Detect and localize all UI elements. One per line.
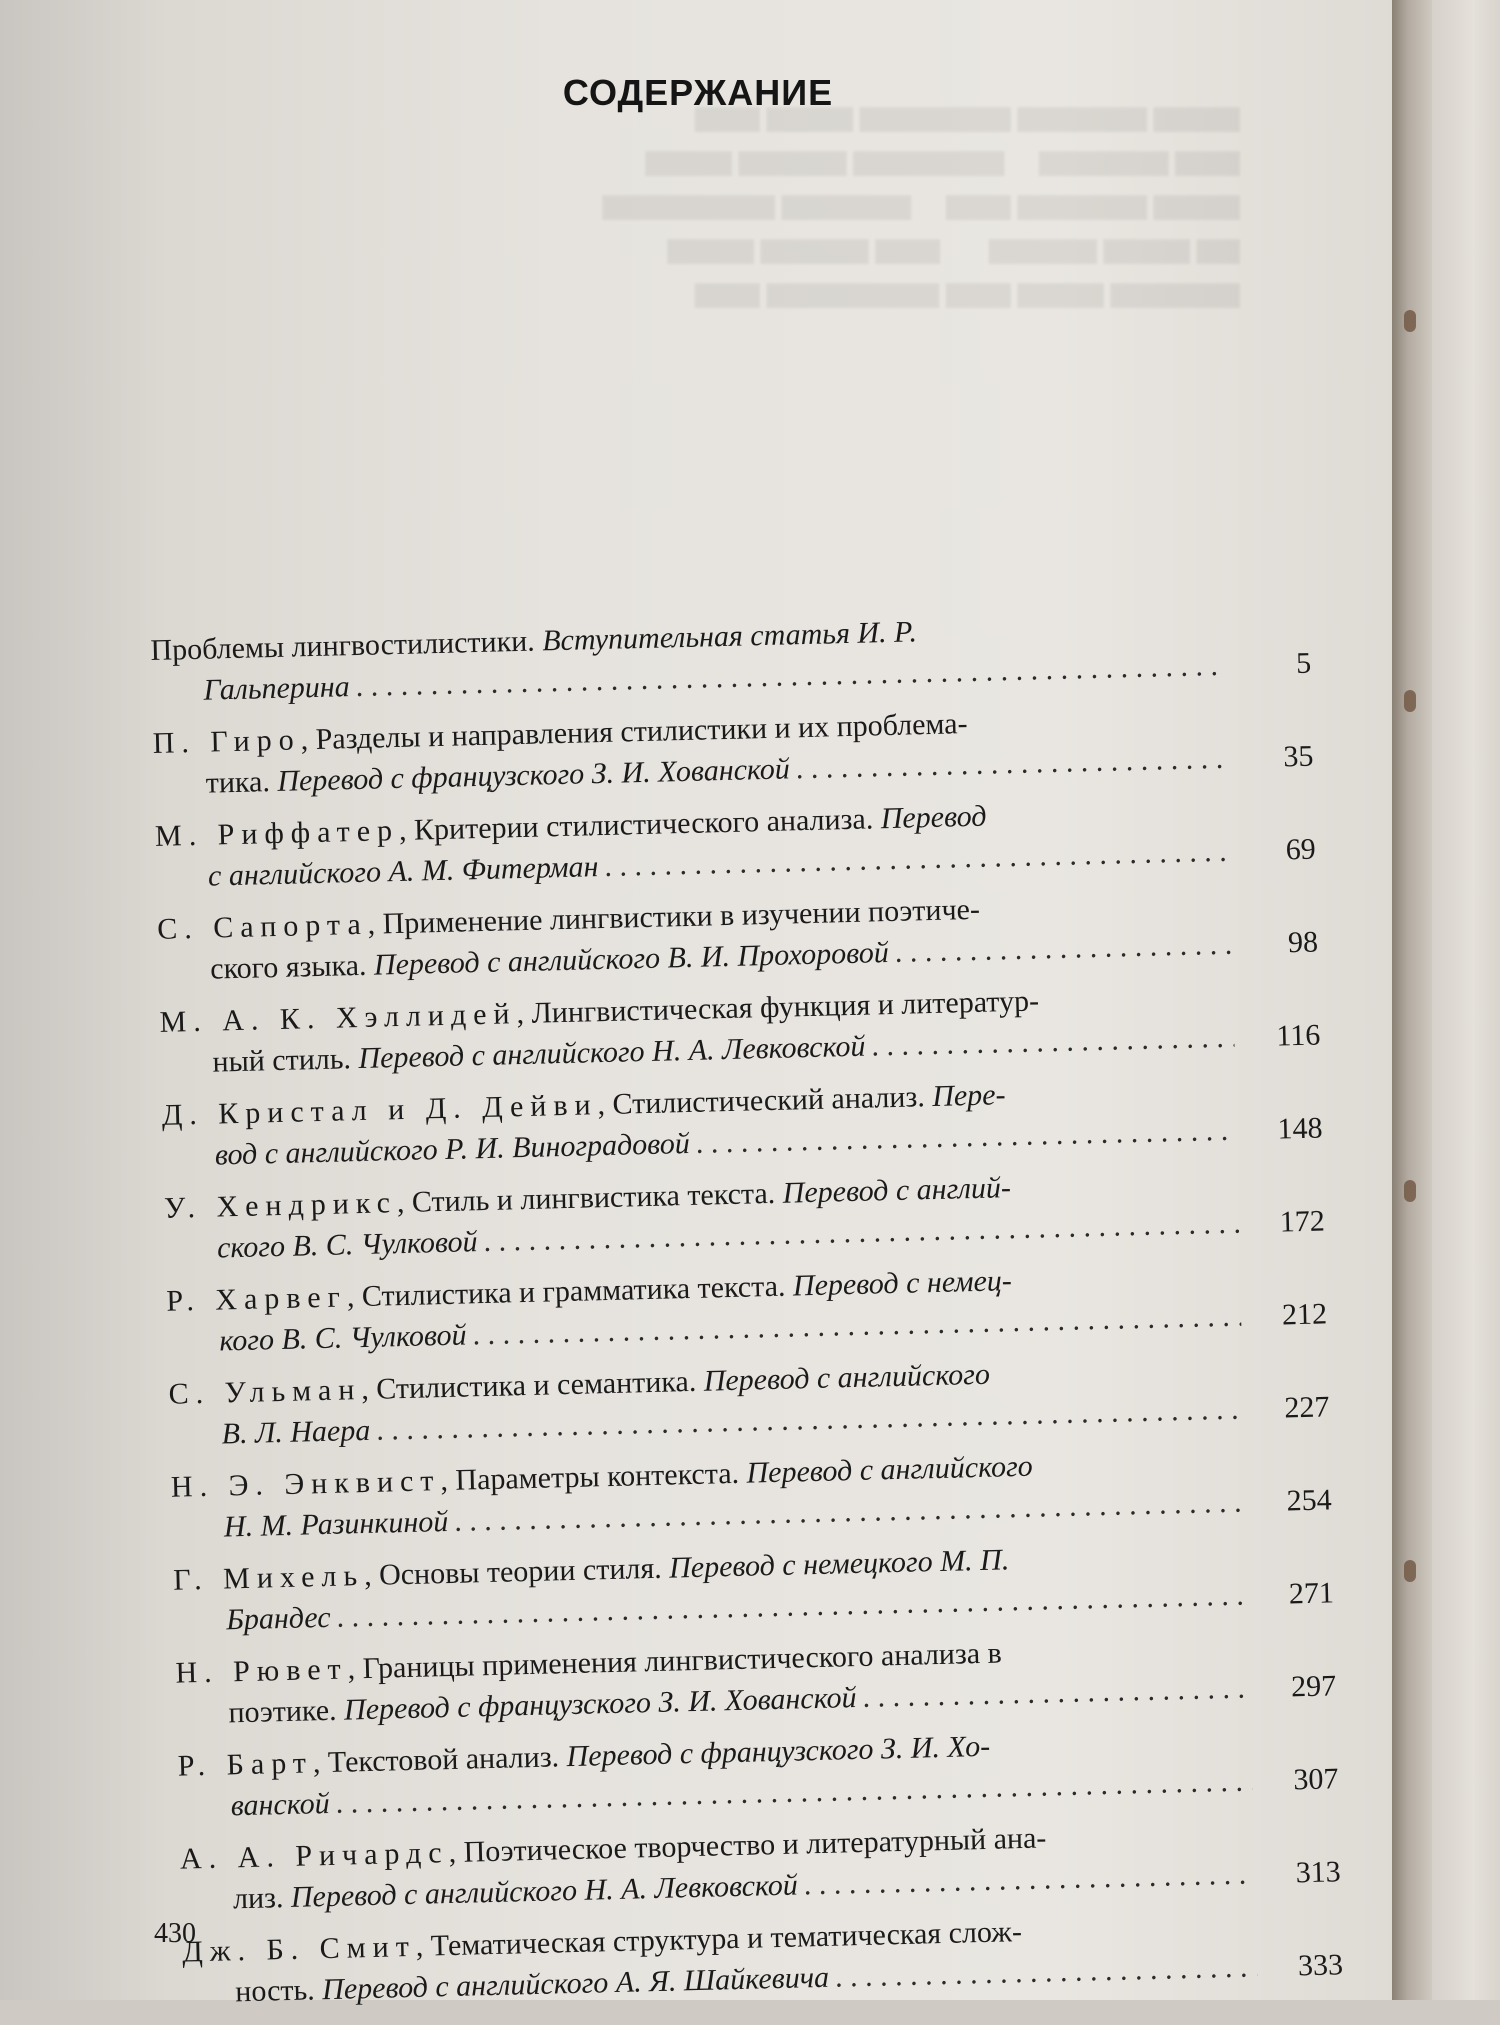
toc-entry xyxy=(170,1438,1332,1548)
toc-page-number: 116 xyxy=(1275,1018,1321,1053)
toc-entry xyxy=(159,974,1321,1084)
toc-title: , Стилистический анализ. xyxy=(597,1080,926,1122)
toc-page-number: 297 xyxy=(1290,1669,1337,1704)
toc-entry xyxy=(155,788,1317,898)
dot-leader xyxy=(862,1667,1251,1717)
toc-title-continued: ность. xyxy=(234,1973,316,2009)
toc-title: , Параметры контекста. xyxy=(440,1456,740,1498)
toc-title: , Границы применения лингвистического анализа в xyxy=(347,1636,1003,1686)
toc-author: Д. Кристал и Д. Дейви xyxy=(161,1088,598,1132)
toc-page-number: 172 xyxy=(1279,1204,1326,1239)
toc-entry xyxy=(177,1717,1339,1827)
book-spine-gutter xyxy=(1392,0,1432,2000)
toc-translator: Н. М. Разинкиной xyxy=(223,1504,449,1544)
toc-page-number: 254 xyxy=(1286,1483,1333,1518)
toc-translator: Перевод с английского Н. А. Левковской xyxy=(290,1868,799,1914)
toc-translator: Перевод с французского З. И. Хованской xyxy=(343,1681,857,1727)
toc-entry xyxy=(164,1159,1326,1269)
page-folio: 430 xyxy=(154,1918,196,1949)
toc-author: Н. Рювет xyxy=(175,1652,349,1690)
toc-translation-note: Перевод с англий- xyxy=(782,1171,1012,1210)
toc-translation-note: Перевод с английского xyxy=(703,1357,991,1398)
toc-entry xyxy=(173,1531,1335,1641)
toc-translator: ского В. С. Чулковой xyxy=(216,1225,478,1265)
toc-title: , Стилистика и грамматика текста. xyxy=(346,1269,786,1314)
toc-translation-note: Перевод с немец- xyxy=(792,1264,1013,1303)
toc-title-continued: ского языка. xyxy=(209,948,367,986)
toc-page-number: 98 xyxy=(1287,925,1319,960)
toc-translator: В. Л. Наера xyxy=(221,1413,371,1451)
toc-page-number: 5 xyxy=(1295,646,1312,681)
dot-leader xyxy=(871,1017,1235,1067)
toc-translation-note: Перевод xyxy=(880,799,987,836)
toc-title: , Основы теории стиля. xyxy=(363,1551,663,1593)
toc-translation-note: Перевод с французского З. И. Хо- xyxy=(566,1729,991,1774)
show-through-text: ▆▆▆▆ ▆▆▆▆▆▆ ▆▆▆▆▆▆▆ ▆▆▆▆ ▆▆▆ ▆▆▆ ▆▆▆▆▆▆ ▆▆▆▆▆▆▆ ▆▆▆▆▆ ▆▆▆▆ ▆▆▆▆ ▆▆▆▆▆▆ ▆▆▆ ▆▆▆▆▆▆ ▆▆▆▆▆▆▆▆ ▆▆ ▆▆▆▆ ▆▆▆▆▆ ▆▆▆ ▆▆▆▆▆ ▆▆▆▆ ▆▆▆▆▆▆ ▆▆▆▆ ▆▆▆ ▆▆▆▆▆▆▆▆ ▆▆▆ xyxy=(602,101,1240,308)
toc-page-number: 271 xyxy=(1288,1576,1335,1611)
toc-translator: Гальперина xyxy=(203,670,351,707)
page-heading: СОДЕРЖАНИЕ xyxy=(562,72,834,113)
toc-translator: вод с английского Р. И. Виноградовой xyxy=(214,1126,691,1172)
toc-page-number: 212 xyxy=(1281,1297,1328,1332)
toc-title: , Стилистика и семантика. xyxy=(360,1364,697,1407)
toc-title-continued: ный стиль. xyxy=(212,1042,352,1079)
toc-translator: Перевод с английского В. И. Прохоровой xyxy=(373,936,890,982)
dot-leader xyxy=(894,924,1232,973)
toc-page-number: 313 xyxy=(1295,1855,1342,1890)
toc-translator: Брандес xyxy=(225,1600,331,1637)
toc-title: , Стиль и лингвистика текста. xyxy=(396,1176,776,1220)
toc-author: М. А. К. Хэллидей xyxy=(159,997,517,1039)
toc-entry xyxy=(157,881,1319,991)
table-of-contents xyxy=(150,602,1344,2025)
toc-translation-note: Перевод с немецкого М. П. xyxy=(668,1543,1010,1585)
toc-translation-note: Перевод с английского xyxy=(746,1449,1034,1490)
toc-translator: Перевод с французского З. И. Хованской xyxy=(276,752,791,798)
toc-page-number: 148 xyxy=(1277,1111,1323,1146)
toc-author: Р. Барт xyxy=(177,1746,314,1783)
toc-title-continued: тика. xyxy=(205,765,271,800)
toc-entry xyxy=(182,1903,1344,2013)
toc-entry xyxy=(175,1624,1337,1734)
toc-author: У. Хендрикс xyxy=(163,1186,398,1225)
toc-page-number: 227 xyxy=(1283,1390,1330,1425)
toc-entry xyxy=(168,1345,1330,1455)
toc-title-continued: лиз. xyxy=(232,1881,284,1916)
binding-stitch xyxy=(1404,690,1416,712)
toc-title-continued: поэтике. xyxy=(228,1693,337,1730)
binding-stitch xyxy=(1404,1560,1416,1582)
toc-author: А. А. Ричардс xyxy=(179,1836,450,1876)
toc-translation-note: Вступительная статья И. Р. xyxy=(541,615,918,658)
toc-entry xyxy=(166,1252,1328,1362)
toc-title: , Применение лингвистики в изучении поэтиче- xyxy=(367,892,981,941)
toc-title: , Лингвистическая функция и литератур- xyxy=(516,984,1040,1031)
book-spine-edge xyxy=(1432,0,1500,2000)
toc-entry xyxy=(180,1810,1342,1920)
toc-title: , Критерии стилистического анализа. xyxy=(398,802,874,847)
toc-author: С. Ульман xyxy=(168,1373,362,1411)
toc-author: С. Сапорта xyxy=(156,907,369,946)
toc-page-number: 307 xyxy=(1293,1762,1339,1797)
toc-title: , Поэтическое творчество и литературный ана- xyxy=(448,1821,1047,1870)
toc-page-number: 333 xyxy=(1297,1948,1344,1983)
toc-translation-note: Пере- xyxy=(931,1078,1006,1114)
toc-translator: с английского А. М. Фитерман xyxy=(207,850,599,893)
toc-title: , Текстовой анализ. xyxy=(312,1740,560,1780)
toc-entry xyxy=(161,1067,1323,1177)
binding-stitch xyxy=(1404,310,1416,332)
toc-author: Дж. Б. Смит xyxy=(181,1929,417,1969)
toc-title: Проблемы лингвостилистики. xyxy=(150,624,536,667)
toc-author: П. Гиро xyxy=(152,723,302,760)
toc-page-number: 35 xyxy=(1283,739,1314,774)
toc-title: , Тематическая структура и тематическая слож- xyxy=(415,1915,1023,1963)
toc-translator: кого В. С. Чулковой xyxy=(218,1318,467,1358)
binding-stitch xyxy=(1404,1180,1416,1202)
toc-author: М. Риффатер xyxy=(154,813,400,853)
toc-title: , Разделы и направления стилистики и их проблема- xyxy=(300,707,968,757)
toc-translator: ванской xyxy=(230,1786,331,1823)
toc-author: Н. Э. Энквист xyxy=(170,1464,441,1504)
toc-entry xyxy=(152,695,1314,805)
toc-translator: Перевод с английского Н. А. Левковской xyxy=(358,1029,866,1076)
toc-author: Г. Михель xyxy=(172,1559,365,1597)
toc-author: Р. Харвег xyxy=(166,1280,348,1318)
toc-page-number: 69 xyxy=(1285,832,1317,867)
toc-translator: Перевод с английского А. Я. Шайкевича xyxy=(321,1960,830,2007)
